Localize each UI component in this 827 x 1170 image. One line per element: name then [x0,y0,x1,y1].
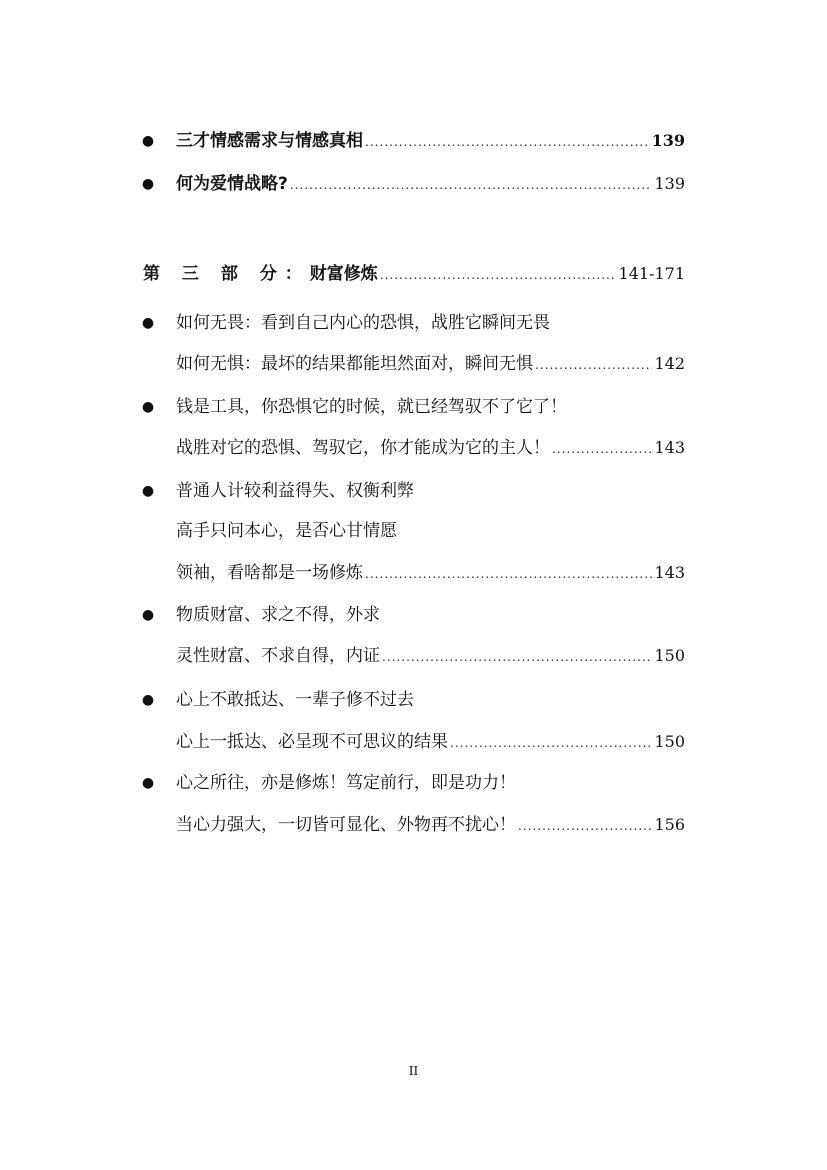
bullet-icon: ● [141,315,155,331]
toc-item [0,309,827,337]
toc-item-title: 战胜对它的恐惧、驾驭它，你才能成为它的主人！ [176,438,550,458]
bullet-icon: ● [141,176,155,192]
toc-item-line: 普通人计较利益得失、权衡利弊 [176,481,414,501]
dot-leader [365,128,650,156]
toc-entry-page: 139 [654,174,685,193]
toc-item-line: 高手只问本心，是否心甘情愿 [176,521,397,541]
toc-item-line: 心上不敢抵达、一辈子修不过去 [176,690,414,710]
toc-item-last-line [0,350,827,378]
toc-item-last-line [0,642,827,670]
section-pages: 141-171 [618,264,685,283]
dot-leader [290,171,653,199]
toc-entry-title: 三才情感需求与情感真相 [176,131,363,151]
toc-item-title: 心上一抵达、必呈现不可思议的结果 [176,732,448,752]
toc-item-line: 如何无畏：看到自己内心的恐惧，战胜它瞬间无畏 [176,313,550,333]
toc-item-last-line [0,811,827,839]
toc-item-page: 142 [654,354,685,373]
toc-item-title: 如何无惧：最坏的结果都能坦然面对，瞬间无惧 [176,354,533,374]
toc-item-title: 领袖，看啥都是一场修炼 [176,563,363,583]
toc-item-page: 156 [654,815,685,834]
toc-item-page: 143 [654,438,685,457]
dot-leader [382,643,652,671]
toc-entry [0,170,827,198]
section-heading [0,260,827,288]
toc-item [0,477,827,505]
dot-leader [450,729,652,757]
bullet-icon: ● [141,133,155,149]
bullet-icon: ● [141,607,155,623]
dot-leader [365,560,652,588]
dot-leader [552,435,652,463]
page-number: II [408,1064,419,1078]
toc-item-line: 物质财富、求之不得，外求 [176,605,380,625]
bullet-icon: ● [141,692,155,708]
toc-item-last-line [0,728,827,756]
toc-item-line: 钱是工具，你恐惧它的时候，就已经驾驭不了它了！ [176,397,567,417]
toc-item [0,769,827,797]
toc-item-page: 150 [654,732,685,751]
toc-entry-page: 139 [651,131,685,150]
toc-item-last-line [0,559,827,587]
toc-item-last-line [0,434,827,462]
toc-item-line: 心之所往，亦是修炼！笃定前行，即是功力！ [176,773,516,793]
toc-item-line-row [0,517,827,545]
toc-item-page: 143 [654,563,685,582]
bullet-icon: ● [141,399,155,415]
toc-item-page: 150 [654,646,685,665]
toc-item-title: 灵性财富、不求自得，内证 [176,646,380,666]
section-title: 财富修炼 [309,264,378,284]
dot-leader [535,351,652,379]
toc-item [0,686,827,714]
bullet-icon: ● [141,483,155,499]
toc-item [0,393,827,421]
section-label: 第 三 部 分： [143,264,310,284]
toc-entry [0,127,827,155]
dot-leader [518,812,652,840]
toc-item [0,601,827,629]
bullet-icon: ● [141,775,155,791]
toc-entry-title: 何为爱情战略? [176,174,288,194]
toc-item-title: 当心力强大，一切皆可显化、外物再不扰心！ [176,815,516,835]
dot-leader [380,261,617,289]
